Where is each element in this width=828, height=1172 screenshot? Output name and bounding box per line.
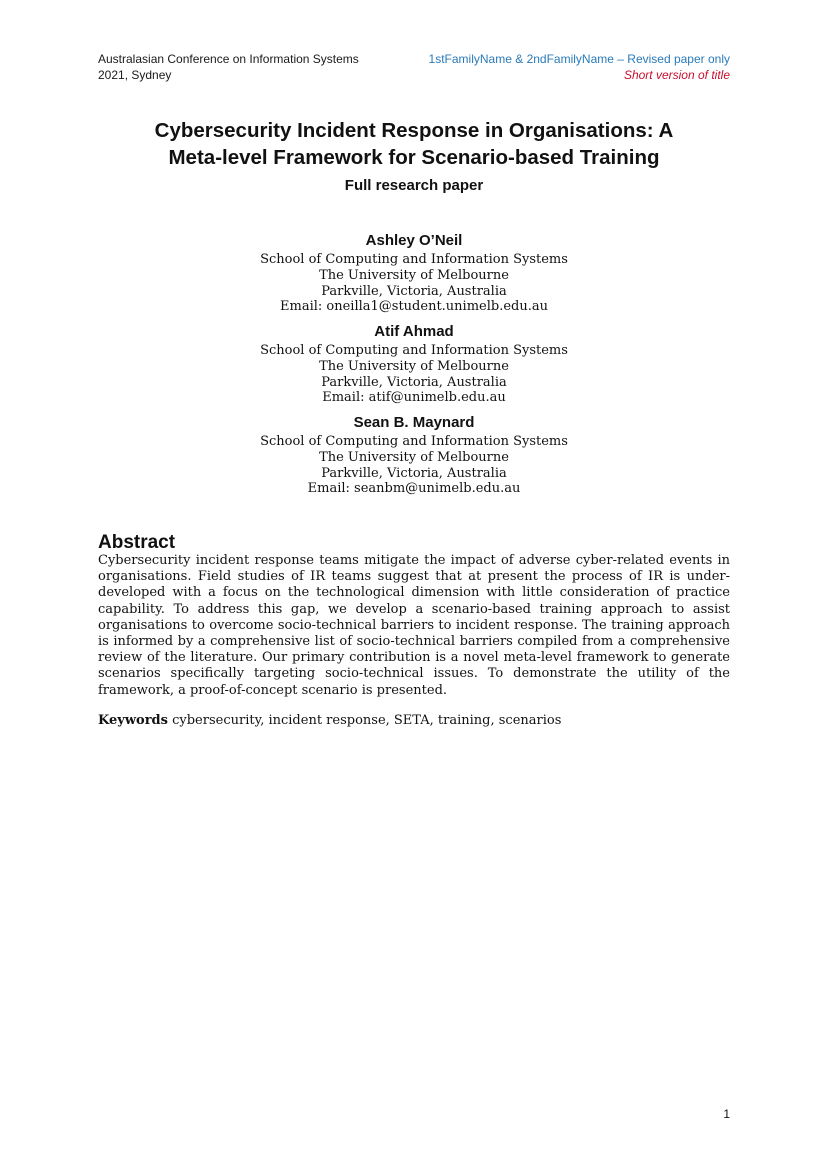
page-header — [98, 51, 730, 85]
author-university: The University of Melbourne — [319, 449, 509, 465]
keywords-text: cybersecurity, incident response, SETA, training, scenarios — [172, 713, 562, 728]
header-conference: Australasian Conference on Information Systems — [98, 52, 359, 66]
header-short-title: Short version of title — [623, 68, 730, 82]
header-authors-note: 1stFamilyName & 2ndFamilyName – Revised paper only — [428, 52, 730, 66]
author-location: Parkville, Victoria, Australia — [321, 374, 507, 390]
author-name: Atif Ahmad — [374, 323, 454, 340]
author-email: Email: seanbm@unimelb.edu.au — [307, 481, 521, 497]
author-email: Email: atif@unimelb.edu.au — [322, 390, 506, 406]
keywords-label: Keywords — [98, 713, 168, 728]
header-right — [429, 51, 730, 83]
author-block — [98, 413, 730, 497]
author-email: Email: oneilla1@student.unimelb.edu.au — [280, 299, 548, 315]
header-left — [98, 51, 359, 83]
page-number: 1 — [723, 1107, 730, 1121]
author-university: The University of Melbourne — [319, 267, 509, 283]
author-school: School of Computing and Information Systems — [260, 252, 568, 267]
author-school: School of Computing and Information Systems — [260, 434, 568, 449]
author-name: Ashley O’Neil — [365, 232, 463, 249]
keywords — [98, 712, 730, 729]
abstract-heading: Abstract — [98, 532, 176, 553]
author-location: Parkville, Victoria, Australia — [321, 283, 507, 299]
author-university: The University of Melbourne — [319, 358, 509, 374]
paper-type: Full research paper — [344, 177, 484, 194]
author-school: School of Computing and Information Systems — [260, 343, 568, 358]
header-year-location: 2021, Sydney — [98, 68, 172, 82]
abstract-text: Cybersecurity incident response teams mitigate the impact of adverse cyber-related events in organisations. Field studies of IR teams suggest that at present the process of IR is under-developed with a focus on the technological dimension with little consideration of practice capability. To address this gap, we develop a scenario-based training approach to assist organisations to overcome socio-technical barriers to incident response. The training approach is informed by a comprehensive list of socio-technical barriers compiled from a comprehensive review of the literature. Our primary contribution is a novel meta-level framework to generate scenarios specifically targeting socio-technical issues. To demonstrate the utility of the framework, a proof-of-concept scenario is presented. — [98, 553, 730, 698]
author-block — [98, 322, 730, 406]
author-name: Sean B. Maynard — [353, 414, 475, 431]
paper-title — [98, 117, 730, 171]
author-block — [98, 231, 730, 315]
paper-title-line-2: Meta-level Framework for Scenario-based Training — [168, 146, 660, 169]
author-location: Parkville, Victoria, Australia — [321, 465, 507, 481]
paper-title-line-1: Cybersecurity Incident Response in Organisations: A — [154, 119, 674, 142]
